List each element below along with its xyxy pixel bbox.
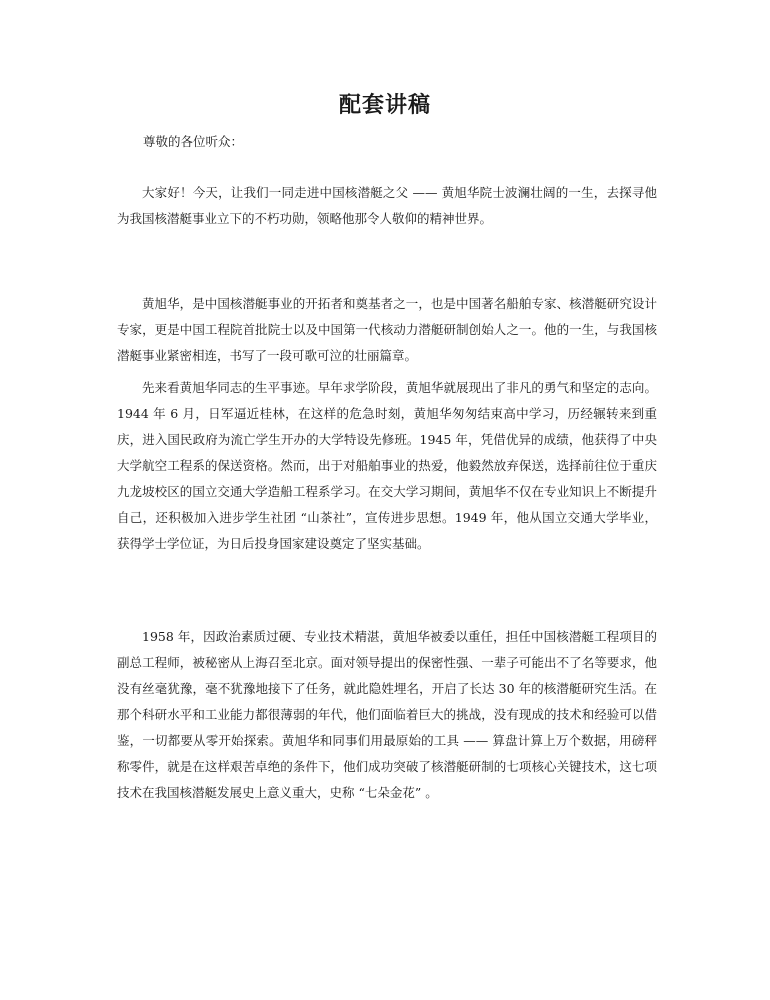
- paragraph-intro: 大家好！今天，让我们一同走进中国核潜艇之父 —— 黄旭华院士波澜壮阔的一生，去探寻他为我国核潜艇事业立下的不朽功勋，领略他那令人敬仰的精神世界。: [117, 185, 657, 226]
- page-title: 配套讲稿: [338, 92, 431, 118]
- salutation: 尊敬的各位听众：: [143, 134, 244, 149]
- paragraph-biography: 黄旭华，是中国核潜艇事业的开拓者和奠基者之一，也是中国著名船舶专家、核潜艇研究设计专家，更是中国工程院首批院士以及中国第一代核动力潜艇研制创始人之一。他的一生，与我国核潜艇事业紧密相连，书写了一段可歌可泣的壮丽篇章。: [117, 296, 657, 363]
- paragraph-early-life: 先来看黄旭华同志的生平事迹。早年求学阶段，黄旭华就展现出了非凡的勇气和坚定的志向。1944 年 6 月，日军逼近桂林，在这样的危急时刻，黄旭华匆匆结束高中学习，历经辗转来到重庆，进入国民政府为流亡学生开办的大学特设先修班。1945 年，凭借优异的成绩，他获得了中央大学航空工程系的保送资格。然而，出于对船舶事业的热爱，他毅然放弃保送，选择前往位于重庆九龙坡校区的国立交通大学造船工程系学习。在交大学习期间，黄旭华不仅在专业知识上不断提升自己，还积极加入进步学生社团 “山茶社”，宣传进步思想。1949 年，他从国立交通大学毕业，获得学士学位证，为日后投身国家建设奠定了坚实基础。: [117, 380, 657, 551]
- paragraph-submarine-work: 1958 年，因政治素质过硬、专业技术精湛，黄旭华被委以重任，担任中国核潜艇工程项目的副总工程师，被秘密从上海召至北京。面对领导提出的保密性强、一辈子可能出不了名等要求，他没有丝毫犹豫，毫不犹豫地接下了任务，就此隐姓埋名，开启了长达 30 年的核潜艇研究生活。在那个科研水平和工业能力都很薄弱的年代，他们面临着巨大的挑战，没有现成的技术和经验可以借鉴，一切都要从零开始探索。黄旭华和同事们用最原始的工具 —— 算盘计算上万个数据，用磅秤称零件，就是在这样艰苦卓绝的条件下，他们成功突破了核潜艇研制的七项核心关键技术，这七项技术在我国核潜艇发展史上意义重大，史称 “七朵金花” 。: [117, 629, 657, 800]
